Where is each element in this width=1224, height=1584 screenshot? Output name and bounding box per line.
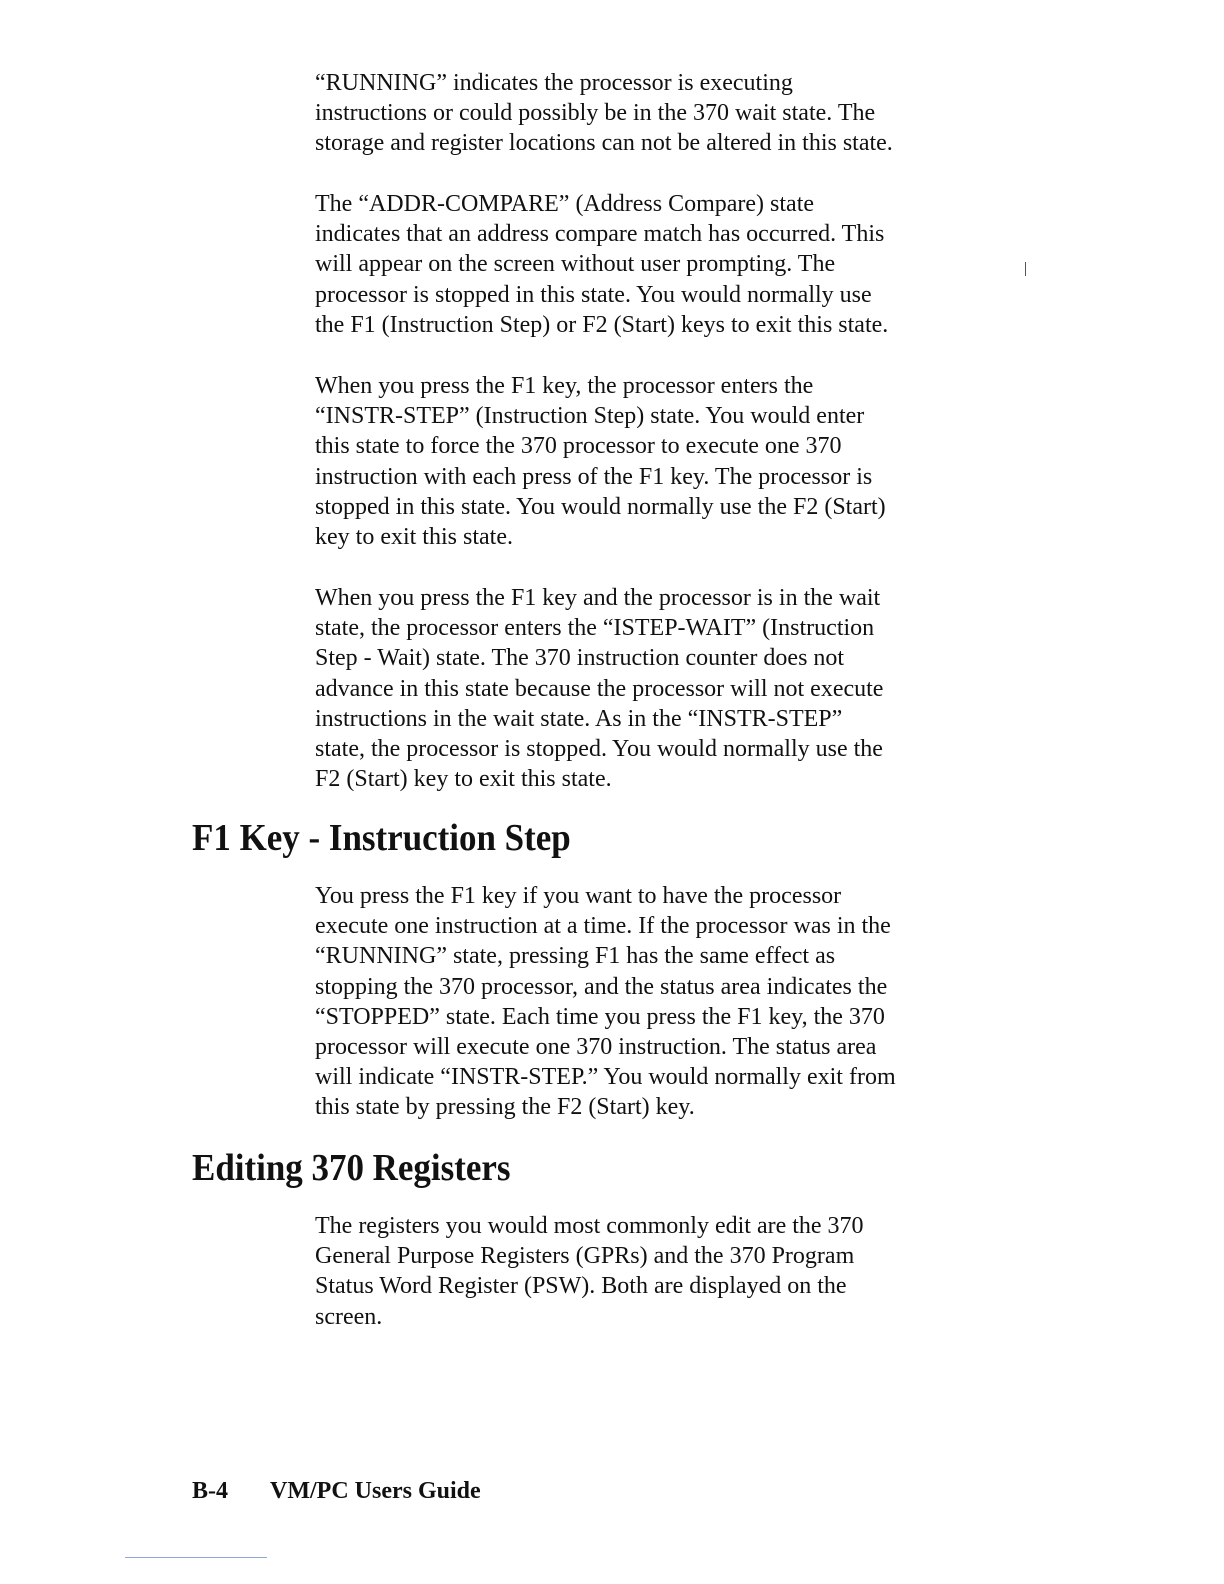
text-line: Step - Wait) state. The 370 instruction counter does not [315, 645, 845, 672]
paragraph-instr-step-state [315, 371, 1005, 552]
text-line: stopped in this state. You would normally use the F2 (Start) [315, 493, 886, 520]
paragraph-addr-compare-state [315, 189, 1005, 340]
paragraph-running-state [315, 68, 1005, 159]
text-line: the F1 (Instruction Step) or F2 (Start) keys to exit this state. [315, 311, 889, 338]
text-line: The registers you would most commonly edit are the 370 [315, 1213, 864, 1239]
text-line: “STOPPED” state. Each time you press the F1 key, the 370 [315, 1003, 885, 1030]
text-line: stopping the 370 processor, and the status area indicates the [315, 973, 888, 1000]
text-line: this state by pressing the F2 (Start) key. [315, 1094, 695, 1121]
text-line: instruction with each press of the F1 key. The processor is [315, 463, 873, 490]
section-heading-editing-registers: Editing 370 Registers [192, 1147, 511, 1189]
text-line: will appear on the screen without user prompting. The [315, 251, 836, 278]
text-line: advance in this state because the processor will not execute [315, 675, 884, 702]
text-line: General Purpose Registers (GPRs) and the 370 Program [315, 1243, 855, 1270]
text-line: state, the processor enters the “ISTEP-WAIT” (Instruction [315, 615, 875, 642]
text-line: The “ADDR-COMPARE” (Address Compare) state [315, 191, 815, 217]
text-line: this state to force the 370 processor to execute one 370 [315, 433, 842, 460]
page-number: B-4 [192, 1478, 228, 1504]
text-line: “RUNNING” indicates the processor is executing [315, 70, 793, 96]
text-line: You press the F1 key if you want to have the processor [315, 883, 842, 909]
text-line: indicates that an address compare match has occurred. This [315, 221, 885, 248]
margin-mark [1025, 262, 1026, 276]
text-line: processor will execute one 370 instruction. The status area [315, 1034, 877, 1061]
page-footer [192, 1476, 481, 1506]
document-title: VM/PC Users Guide [270, 1478, 481, 1504]
text-line: instructions in the wait state. As in the “INSTR-STEP” [315, 705, 843, 732]
text-line: F2 (Start) key to exit this state. [315, 766, 612, 793]
text-line: processor is stopped in this state. You would normally use [315, 281, 872, 308]
section-heading-f1-key: F1 Key - Instruction Step [192, 817, 571, 859]
paragraph-registers [315, 1211, 1005, 1332]
text-line: Status Word Register (PSW). Both are displayed on the [315, 1273, 847, 1300]
text-line: When you press the F1 key, the processor enters the [315, 373, 814, 399]
text-line: will indicate “INSTR-STEP.” You would normally exit from [315, 1064, 896, 1091]
text-line: “INSTR-STEP” (Instruction Step) state. You would enter [315, 403, 865, 430]
text-line: instructions or could possibly be in the 370 wait state. The [315, 100, 876, 127]
bottom-rule [125, 1557, 267, 1558]
text-line: screen. [315, 1303, 383, 1330]
paragraph-f1-key [315, 881, 1005, 1123]
text-line: execute one instruction at a time. If the processor was in the [315, 913, 891, 940]
text-line: “RUNNING” state, pressing F1 has the same effect as [315, 943, 836, 970]
paragraph-istep-wait-state [315, 583, 1005, 794]
text-line: state, the processor is stopped. You would normally use the [315, 736, 883, 763]
text-line: storage and register locations can not be altered in this state. [315, 130, 893, 157]
text-line: key to exit this state. [315, 524, 513, 551]
text-line: When you press the F1 key and the processor is in the wait [315, 585, 881, 611]
